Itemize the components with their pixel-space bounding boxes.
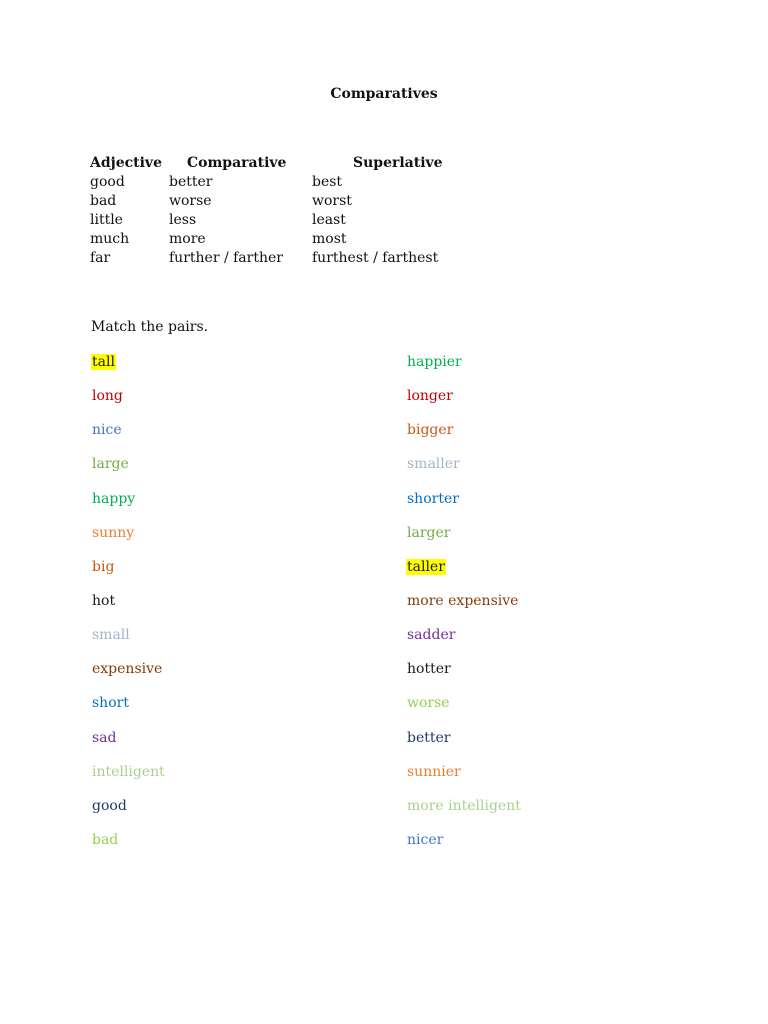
adjective-word-row: [91, 454, 166, 488]
comparative-word: better: [407, 729, 451, 746]
comparative-word: nicer: [407, 831, 444, 848]
adjective-word-row: [91, 693, 166, 727]
adjective-word-row: [91, 420, 166, 454]
comparative-word-row: [406, 591, 522, 625]
adjective-word-row: [91, 557, 166, 591]
adjective-word: hot: [92, 592, 116, 609]
comparative-word: longer: [407, 388, 453, 405]
comparative-word: taller: [407, 558, 445, 575]
adjective-word: nice: [92, 422, 122, 439]
comparative-word-row: [406, 523, 522, 557]
comparative-word-row: [406, 659, 522, 693]
adjective-word: good: [92, 797, 127, 814]
table-cell-superlative: least: [312, 212, 346, 228]
adjective-word: small: [92, 627, 130, 644]
comparative-word-row: [406, 830, 522, 864]
comparative-word-row: [406, 625, 522, 659]
adjective-word-row: [91, 489, 166, 523]
adjective-word-row: [91, 625, 166, 659]
header-comparative: Comparative: [187, 155, 287, 171]
table-cell-comparative: further / farther: [169, 250, 283, 266]
comparative-word: more intelligent: [407, 797, 521, 814]
comparative-word: sadder: [407, 627, 456, 644]
comparative-word: larger: [407, 524, 451, 541]
adjective-word: long: [92, 388, 123, 405]
comparative-word-row: [406, 352, 522, 386]
adjective-word-row: [91, 352, 166, 386]
comparative-word-row: [406, 693, 522, 727]
comparative-word-row: [406, 454, 522, 488]
adjective-word-list: [91, 352, 166, 864]
adjective-word: tall: [92, 354, 115, 370]
adjective-word: sunny: [92, 524, 135, 541]
adjective-word-row: [91, 591, 166, 625]
comparative-word-row: [406, 420, 522, 454]
adjective-word-row: [91, 728, 166, 762]
table-cell-comparative: worse: [169, 193, 212, 209]
adjective-word-row: [91, 659, 166, 693]
comparative-word: bigger: [407, 422, 454, 439]
adjective-word-row: [91, 796, 166, 830]
comparative-word-row: [406, 762, 522, 796]
comparative-word: sunnier: [407, 763, 461, 780]
adjective-word: bad: [92, 831, 119, 848]
comparative-word-list: [406, 352, 522, 864]
adjective-word-row: [91, 762, 166, 796]
table-cell-superlative: most: [312, 231, 347, 247]
adjective-word: intelligent: [92, 763, 165, 780]
comparative-word: more expensive: [407, 592, 519, 609]
comparative-word: smaller: [407, 456, 460, 473]
comparative-word-row: [406, 489, 522, 523]
comparative-word: hotter: [407, 661, 451, 678]
adjective-word-row: [91, 523, 166, 557]
header-adjective: Adjective: [90, 155, 162, 171]
comparative-word: shorter: [407, 490, 459, 507]
header-superlative: Superlative: [353, 155, 443, 171]
table-cell-superlative: worst: [312, 193, 352, 209]
table-cell-adjective: much: [90, 231, 130, 247]
table-cell-comparative: less: [169, 212, 197, 228]
table-cell-adjective: good: [90, 174, 125, 190]
adjective-word: happy: [92, 490, 136, 507]
comparative-word-row: [406, 557, 522, 591]
table-cell-adjective: bad: [90, 193, 117, 209]
table-cell-comparative: more: [169, 231, 206, 247]
table-cell-adjective: little: [90, 212, 123, 228]
adjective-word: short: [92, 695, 129, 712]
table-cell-superlative: furthest / farthest: [312, 250, 439, 266]
table-cell-adjective: far: [90, 250, 111, 266]
adjective-word: large: [92, 456, 129, 473]
comparative-word-row: [406, 728, 522, 762]
adjective-word: big: [92, 558, 115, 575]
adjective-word-row: [91, 386, 166, 420]
comparative-word: worse: [407, 695, 450, 712]
page-title: Comparatives: [330, 86, 438, 102]
comparative-word-row: [406, 796, 522, 830]
adjective-word: expensive: [92, 661, 163, 678]
comparative-word: happier: [407, 354, 462, 370]
comparative-word-row: [406, 386, 522, 420]
instruction-text: Match the pairs.: [91, 319, 209, 335]
adjective-word-row: [91, 830, 166, 864]
table-cell-superlative: best: [312, 174, 343, 190]
table-cell-comparative: better: [169, 174, 213, 190]
adjective-word: sad: [92, 729, 117, 746]
